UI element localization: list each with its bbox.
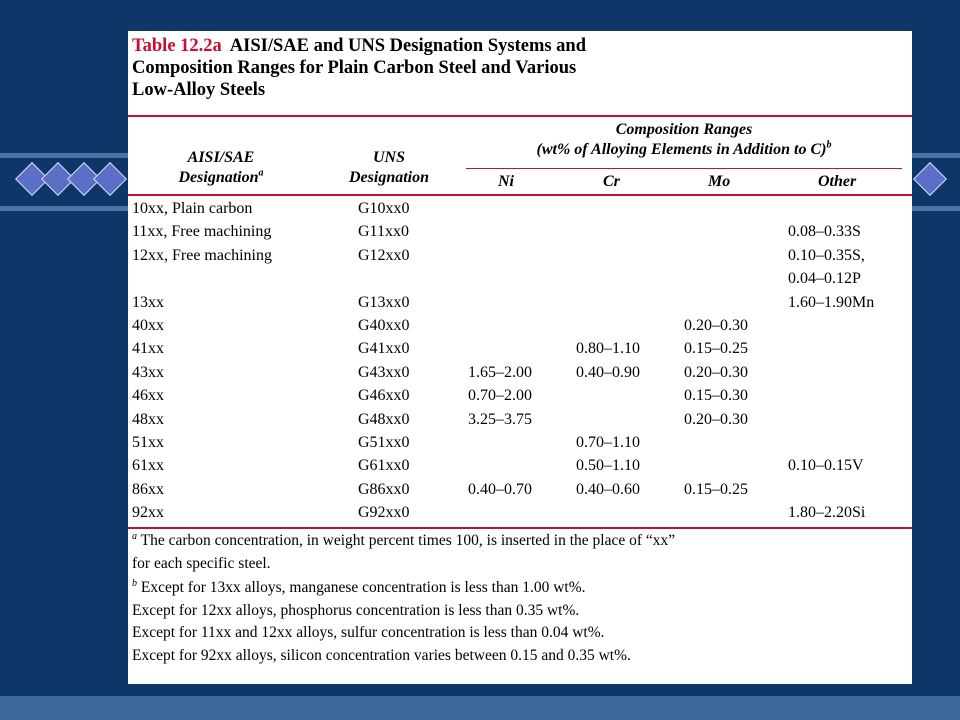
table-panel: Table 12.2a AISI/SAE and UNS Designation Systems and Composition Ranges for Plain Carbon Steel and Various Low-Alloy Steels AISI/SAE Designation$^a$ UNS Designation Composition Ranges (wt% of Alloying Elements in Addition to C)$^b$ Ni Cr Mo Other 10xx, Plain carbon G10xx0 11xx, Free machining G11xx0 0.08–0.33S 12xx, Free machining G12xx0 0.10–0.35S, 0.04–0.12P 13xx G13xx0 1.60–1.90Mn 40xx G40xx0 0.20–0.30 41xx G41xx0 0.80–1.10 0.15–0.25 43xx G43xx0 1.65–2.00 0.40–0.90 0.20–0.30 46xx G46xx0 0.70–2.00 0.15–0.30 48xx G48xx0 3.25–3.75 0.20–0.30 51xx G51xx0 0.70–1.10 61xx G61xx0 0.50–1.10 0.10–0.15V 86xx G86xx0 0.40–0.70 0.40–0.60 0.15–0.25 92xx G92xx0 1.80–2.20Si $^a$ The carbon concentration, in weight percent times 100, is inserted in the place of “xx” for each specific steel. $^b$ Except for 13xx alloys, manganese concentration is less than 1.00 wt%. Except for 12xx alloys, phosphorus concentration is less than 0.35 wt%. Except for 11xx and 12xx alloys, sulfur concentration is less than 0.04 wt%. Except for 92xx alloys, silicon concentration varies between 0.15 and 0.35 wt%. (128, 31, 912, 684)
header-aisi: AISI/SAE Designation$^a$ (178, 149, 264, 186)
footnote-b: $^b$ Except for 13xx alloys, manganese concentration is less than 1.00 wt%. Except for 12xx alloys, phosphorus concentration is less than 0.35 wt%. Except for 11xx and 12xx alloys, sulfur concentration is less than 0.04 wt%. Except for 92xx alloys, silicon concentration varies between 0.15 and 0.35 wt%. (132, 577, 631, 664)
title-line-3: Low-Alloy Steels (132, 80, 266, 100)
header-composition: Composition Ranges (wt% of Alloying Elements in Addition to C)$^b$ (536, 121, 832, 158)
footnote-a: $^a$ The carbon concentration, in weight percent times 100, is inserted in the place of “xx” for each specific steel. (132, 530, 676, 572)
diamond-icon (93, 162, 127, 196)
rule-top (128, 115, 912, 117)
title-line-2: Composition Ranges for Plain Carbon Steel and Various (132, 58, 577, 78)
rule-composition (466, 168, 902, 169)
rule-body-bottom (128, 527, 912, 529)
table-footnotes (132, 530, 908, 669)
table-number: Table 12.2a (132, 36, 222, 56)
header-mo: Mo (708, 173, 731, 190)
header-cr: Cr (603, 173, 620, 190)
rule-header-bottom (128, 194, 912, 196)
slide-bottom-bar (0, 696, 960, 720)
diamond-icon (913, 162, 947, 196)
header-uns: UNS Designation (348, 149, 429, 186)
title-line-1: AISI/SAE and UNS Designation Systems and (229, 36, 587, 56)
header-other: Other (818, 173, 857, 190)
table-title (132, 35, 832, 101)
header-ni: Ni (498, 173, 514, 190)
